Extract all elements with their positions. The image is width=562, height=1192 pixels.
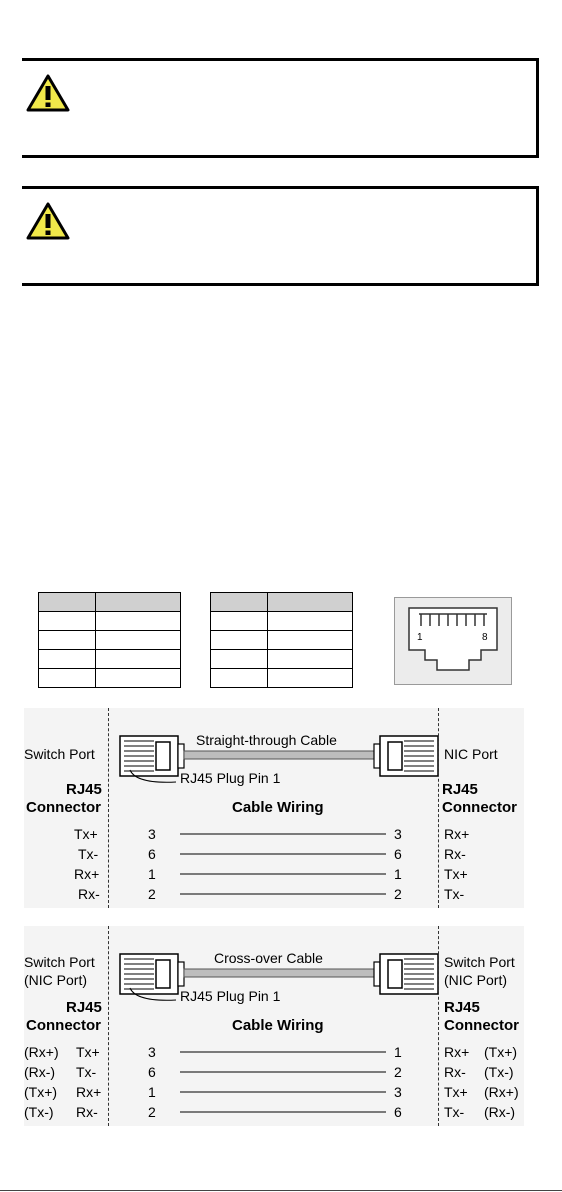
- right-port-label: NIC Port: [444, 746, 498, 762]
- pin-number: 3: [394, 826, 402, 842]
- left-port-label: Switch Port: [24, 746, 95, 762]
- table-cell: [39, 612, 96, 631]
- pin-number: 3: [148, 1044, 156, 1060]
- cable-wiring-title: Cable Wiring: [232, 799, 324, 816]
- signal-label: Tx-: [444, 886, 465, 902]
- table-cell: [268, 650, 353, 669]
- warning-box-2: [22, 186, 539, 286]
- signal-label: Rx+: [74, 866, 100, 882]
- pin-number: 1: [148, 1084, 156, 1100]
- table-row: [211, 612, 353, 631]
- table-cell: [211, 669, 268, 688]
- signal-label: Rx-: [444, 846, 466, 862]
- table-cell: [96, 593, 181, 612]
- divider: [438, 926, 439, 1126]
- plug-pin-label: RJ45 Plug Pin 1: [180, 988, 281, 1004]
- pin-label-last: 8: [482, 632, 488, 643]
- pin-number: 2: [394, 1064, 402, 1080]
- divider: [438, 708, 439, 908]
- pin-number: 1: [148, 866, 156, 882]
- table-row: [39, 612, 181, 631]
- pin-table-left: [38, 592, 181, 688]
- signal-label: Rx-: [444, 1064, 466, 1080]
- table-row: [39, 669, 181, 688]
- right-port-label: Switch Port: [444, 954, 515, 970]
- table-row: [39, 593, 181, 612]
- alt-signal-label: (Tx-): [484, 1064, 514, 1080]
- pin-number: 2: [394, 886, 402, 902]
- left-port-sub-label: (NIC Port): [24, 972, 87, 988]
- alt-signal-label: (Tx+): [484, 1044, 518, 1060]
- table-cell: [268, 612, 353, 631]
- pin-number: 3: [148, 826, 156, 842]
- plug-pin-label: RJ45 Plug Pin 1: [180, 770, 281, 786]
- divider: [108, 926, 109, 1126]
- right-connector-label: Connector: [444, 1017, 519, 1034]
- pin-number: 3: [394, 1084, 402, 1100]
- straight-through-wiring-diagram: [24, 708, 524, 908]
- table-cell: [39, 593, 96, 612]
- left-rj45-label: RJ45: [66, 999, 102, 1016]
- table-cell: [96, 612, 181, 631]
- right-rj45-label: RJ45: [444, 999, 480, 1016]
- right-rj45-label: RJ45: [442, 781, 478, 798]
- pin-number: 6: [394, 846, 402, 862]
- signal-label: Tx+: [74, 826, 98, 842]
- signal-label: Rx-: [78, 886, 100, 902]
- table-cell: [211, 650, 268, 669]
- cable-title: Cross-over Cable: [214, 950, 323, 966]
- signal-label: Rx+: [444, 826, 470, 842]
- divider: [108, 708, 109, 908]
- table-cell: [96, 669, 181, 688]
- rj45-jack-diagram: [394, 597, 512, 685]
- table-cell: [39, 650, 96, 669]
- alt-signal-label: (Rx+): [484, 1084, 519, 1100]
- left-connector-label: Connector: [26, 799, 101, 816]
- signal-label: Rx-: [76, 1104, 98, 1120]
- left-rj45-label: RJ45: [66, 781, 102, 798]
- table-cell: [96, 650, 181, 669]
- alt-signal-label: (Tx+): [24, 1084, 58, 1100]
- right-connector-label: Connector: [442, 799, 517, 816]
- table-row: [39, 650, 181, 669]
- table-cell: [268, 593, 353, 612]
- table-cell: [39, 669, 96, 688]
- table-row: [211, 631, 353, 650]
- pin-number: 6: [148, 846, 156, 862]
- table-cell: [211, 593, 268, 612]
- table-cell: [211, 612, 268, 631]
- signal-label: Tx-: [78, 846, 99, 862]
- pin-number: 6: [394, 1104, 402, 1120]
- pin-number: 2: [148, 1104, 156, 1120]
- pin-label-first: 1: [417, 632, 423, 643]
- left-connector-label: Connector: [26, 1017, 101, 1034]
- rj45-jack-icon: [395, 598, 511, 684]
- alt-signal-label: (Rx-): [484, 1104, 516, 1120]
- pin-number: 1: [394, 866, 402, 882]
- signal-label: Tx-: [444, 1104, 465, 1120]
- signal-label: Tx+: [444, 1084, 468, 1100]
- alt-signal-label: (Rx+): [24, 1044, 59, 1060]
- signal-label: Tx+: [76, 1044, 100, 1060]
- table-row: [211, 650, 353, 669]
- signal-label: Rx+: [444, 1044, 470, 1060]
- table-row: [211, 593, 353, 612]
- signal-label: Tx-: [76, 1064, 97, 1080]
- pin-table-right: [210, 592, 353, 688]
- table-cell: [39, 631, 96, 650]
- pin-number: 6: [148, 1064, 156, 1080]
- warning-triangle-icon: [26, 74, 70, 112]
- table-cell: [268, 669, 353, 688]
- page-bottom-rule: [0, 1190, 562, 1191]
- cable-wiring-title: Cable Wiring: [232, 1017, 324, 1034]
- table-cell: [211, 631, 268, 650]
- table-row: [39, 631, 181, 650]
- table-cell: [268, 631, 353, 650]
- table-cell: [96, 631, 181, 650]
- cable-title: Straight-through Cable: [196, 732, 337, 748]
- pin-number: 1: [394, 1044, 402, 1060]
- alt-signal-label: (Tx-): [24, 1104, 54, 1120]
- signal-label: Rx+: [76, 1084, 102, 1100]
- warning-triangle-icon: [26, 202, 70, 240]
- signal-label: Tx+: [444, 866, 468, 882]
- table-row: [211, 669, 353, 688]
- pin-number: 2: [148, 886, 156, 902]
- warning-box-1: [22, 58, 539, 158]
- left-port-label: Switch Port: [24, 954, 95, 970]
- alt-signal-label: (Rx-): [24, 1064, 56, 1080]
- right-port-sub-label: (NIC Port): [444, 972, 507, 988]
- cross-over-wiring-diagram: [24, 926, 524, 1126]
